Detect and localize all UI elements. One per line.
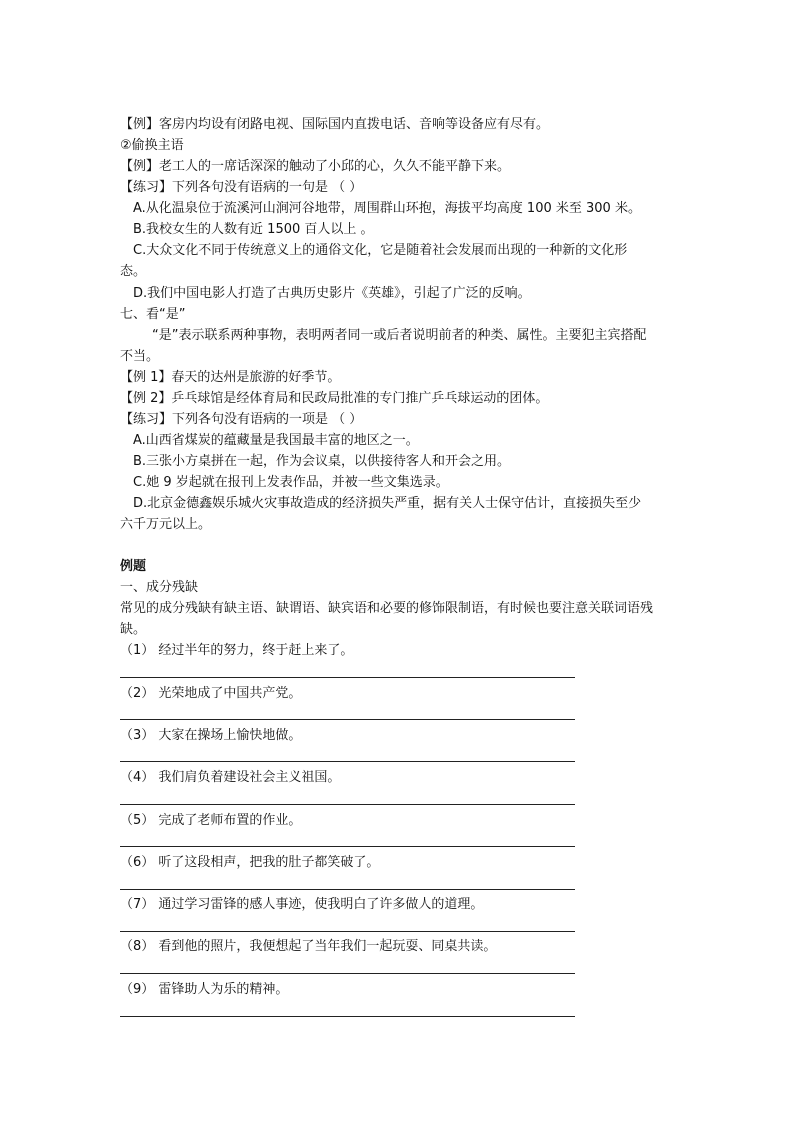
option-d: D.我们中国电影人打造了古典历史影片《英雄》，引起了广泛的反响。 [133, 286, 531, 301]
answer-line[interactable] [120, 1016, 575, 1017]
example-line: 【例 1】春天的达州是旅游的好季节。 [120, 370, 341, 385]
option-b: B.三张小方桌拼在一起，作为会议桌，以供接待客人和开会之用。 [133, 454, 511, 469]
example-line: 【例 2】乒乓球馆是经体育局和民政局批准的专门推广乒乓球运动的团体。 [120, 391, 549, 406]
examples-description: 常见的成分残缺有缺主语、缺谓语、缺宾语和必要的修饰限制语，有时候也要注意关联词语残 [120, 601, 654, 616]
option-c: C.她 9 岁起就在报刊上发表作品，并被一些文集选录。 [133, 475, 449, 490]
example-item: （8） 看到他的照片，我便想起了当年我们一起玩耍、同桌共读。 [120, 939, 497, 954]
answer-line[interactable] [120, 889, 575, 890]
subheading-line: ②偷换主语 [120, 138, 184, 153]
option-d-continued: 六千万元以上。 [120, 517, 212, 532]
section-heading: 七、看“是” [120, 307, 186, 322]
option-a: A.山西省煤炭的蕴藏量是我国最丰富的地区之一。 [133, 433, 419, 448]
answer-line[interactable] [120, 719, 575, 720]
answer-line[interactable] [120, 677, 575, 678]
examples-section-heading: 一、成分残缺 [120, 580, 199, 595]
section-description-continued: 不当。 [120, 349, 160, 364]
exercise-question: 【练习】下列各句没有语病的一项是 （ ） [120, 412, 363, 427]
option-a: A.从化温泉位于流溪河山涧河谷地带，周围群山环抱，海拔平均高度 100 米至 300 米。 [133, 201, 641, 216]
example-item: （9） 雷锋助人为乐的精神。 [120, 982, 289, 997]
answer-line[interactable] [120, 761, 575, 762]
section-description: “是”表示联系两种事物，表明两者同一或后者说明前者的种类、属性。主要犯主宾搭配 [152, 328, 647, 343]
option-b: B.我校女生的人数有近 1500 百人以上 。 [133, 222, 374, 237]
example-item: （7） 通过学习雷锋的感人事迹，使我明白了许多做人的道理。 [120, 897, 484, 912]
example-item: （1） 经过半年的努力，终于赶上来了。 [120, 643, 354, 658]
answer-line[interactable] [120, 846, 575, 847]
answer-line[interactable] [120, 931, 575, 932]
examples-description-continued: 缺。 [120, 622, 147, 637]
example-item: （5） 完成了老师布置的作业。 [120, 813, 302, 828]
example-item: （4） 我们肩负着建设社会主义祖国。 [120, 770, 341, 785]
example-item: （2） 光荣地成了中国共产党。 [120, 686, 302, 701]
examples-title: 例题 [120, 559, 147, 574]
example-line: 【例】老工人的一席话深深的触动了小邱的心，久久不能平静下来。 [120, 159, 511, 174]
option-c-continued: 态。 [120, 264, 147, 279]
example-item: （3） 大家在操场上愉快地做。 [120, 728, 302, 743]
example-item: （6） 听了这段相声，把我的肚子都笑破了。 [120, 855, 380, 870]
answer-line[interactable] [120, 804, 575, 805]
example-line: 【例】客房内均设有闭路电视、国际国内直拨电话、音响等设备应有尽有。 [120, 117, 550, 132]
option-d: D.北京金德鑫娱乐城火灾事故造成的经济损失严重，据有关人士保守估计，直接损失至少 [133, 496, 642, 511]
answer-line[interactable] [120, 973, 575, 974]
exercise-question: 【练习】下列各句没有语病的一句是 （ ） [120, 180, 363, 195]
option-c: C.大众文化不同于传统意义上的通俗文化，它是随着社会发展而出现的一种新的文化形 [133, 243, 628, 258]
